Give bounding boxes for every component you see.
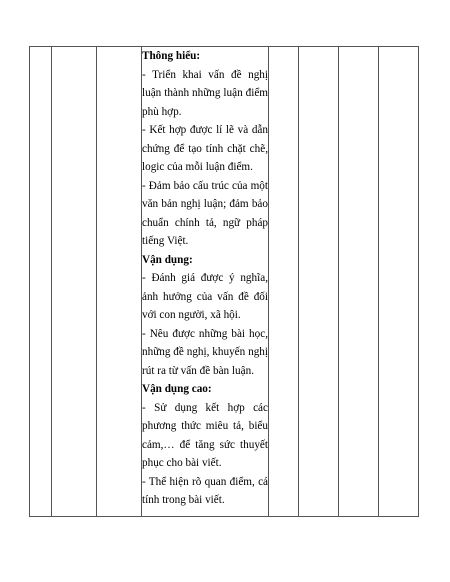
criteria-item: - Sử dụng kết hợp các phương thức miêu tả, biểu cảm,… để tăng sức thuyết phục cho bài viết.: [142, 401, 268, 469]
heading-application: Vận dụng:: [142, 253, 193, 266]
assessment-table: [29, 46, 419, 517]
empty-cell-unit: [97, 47, 142, 517]
empty-cell-content: [52, 47, 97, 517]
heading-understanding: Thông hiểu:: [142, 50, 201, 62]
criteria-understanding: [142, 47, 268, 251]
criteria-item: - Nêu được những bài học, những đề nghị, khuyến nghị rút ra từ vấn đề bàn luận.: [142, 327, 268, 377]
heading-high-application: Vận dụng cao:: [142, 383, 212, 395]
empty-cell-count-3: [339, 47, 379, 517]
criteria-item: - Thể hiện rõ quan điểm, cá tính trong bài viết.: [142, 475, 268, 506]
criteria-application: [142, 251, 268, 381]
empty-cell-count-1: [269, 47, 299, 517]
criteria-item: - Đánh giá được ý nghĩa, ảnh hưởng của vấn đề đối với con người, xã hội.: [142, 272, 268, 321]
criteria-item: - Triển khai vấn đề nghị luận thành những luận điểm phù hợp.: [142, 68, 268, 118]
empty-cell-index: [30, 47, 52, 517]
criteria-cell: [142, 47, 269, 517]
criteria-item: - Kết hợp được lí lẽ và dẫn chứng để tạo tính chặt chẽ, logic của mỗi luận điểm.: [142, 124, 268, 173]
table-row: [30, 47, 419, 517]
criteria-high-application: [142, 380, 268, 510]
empty-cell-count-2: [299, 47, 339, 517]
criteria-item: - Đảm bảo cấu trúc của một văn bản nghị luận; đảm bảo chuẩn chính tả, ngữ pháp tiếng Việt.: [142, 179, 268, 247]
empty-cell-count-4: [379, 47, 419, 517]
